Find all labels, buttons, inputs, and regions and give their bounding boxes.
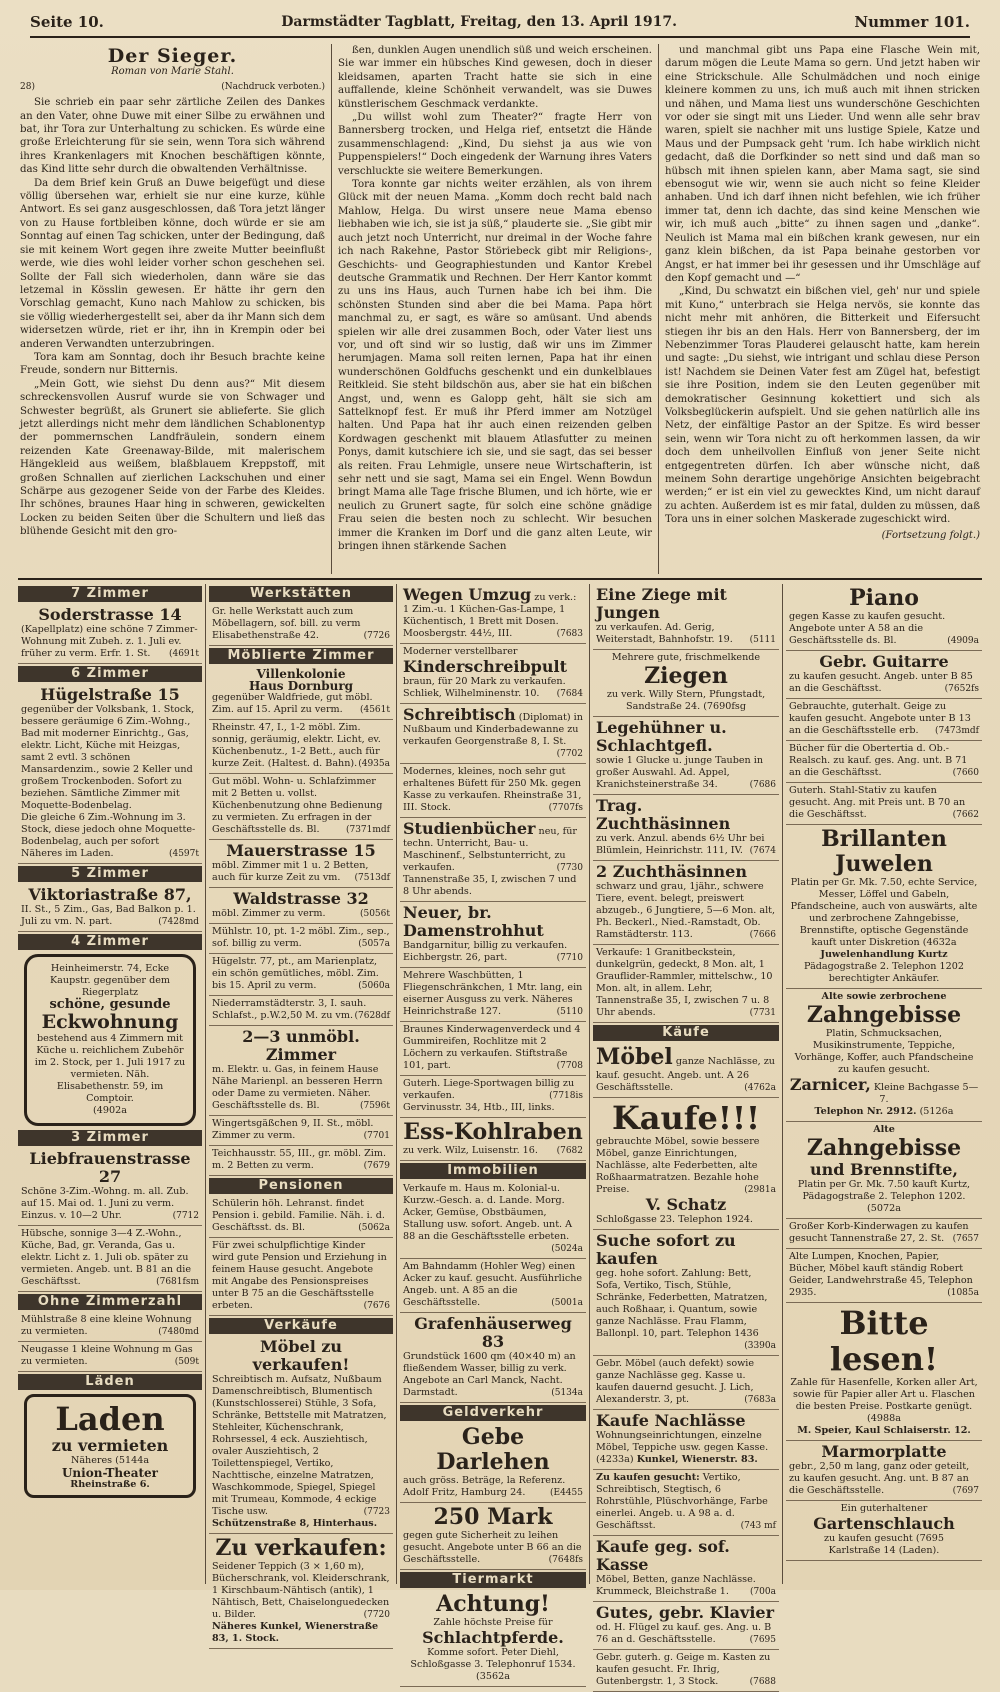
classified-ad: 2 Zuchthäsinnen schwarz und grau, 1jähr., schwere Tiere, event. belegt, preiswert abzugeb., 6 Jungtiere, 5—6 Mon. alt, Ph. Beckerl., Nied.-Ramstadt, Ob. Ramstädterstr. 113. (7666 (593, 861, 779, 945)
classified-ad: Villenkolonie Haus Dornburg gegenüber Waldfriede, gut möbl. Zim. auf 15. April zu verm. (4561t (209, 666, 393, 720)
category-banner: Läden (18, 1374, 202, 1390)
classified-ad: Gebr. Möbel (auch defekt) sowie ganze Nachlässe geg. Kasse u. kaufen dauernd gesucht. J. Lich, Alexanderstr. 3, pt. (7683a (593, 1356, 779, 1410)
column-rule (782, 584, 783, 1584)
category-banner: 7 Zimmer (18, 586, 202, 602)
category-banner: 5 Zimmer (18, 866, 202, 882)
issue-number: Nummer 101. (854, 13, 970, 31)
classified-ad: Brillanten Juwelen Platin per Gr. Mk. 7.50, echte Service, Messer, Löffel und Gabeln, Pfandscheine, auch von auswärts, alte und zerbrochene Zahngebisse, Brennstifte, optische Gegenstände kauft unter Diskretion (4632a Juwelenhandlung Kurtz Pädagogstraße 2. Telephon 1202 berechtigter Ankäufer. (786, 825, 982, 989)
classified-ad: Bücher für die Obertertia d. Ob.-Realsch. zu kauf. ges. Ang. unt. B 71 an die Geschäftsst. (7660 (786, 741, 982, 783)
classified-ad: Rheinstr. 47, I., 1-2 möbl. Zim. sonnig, geräumig, elektr. Licht, ev. Küchenbenutz., 1-2 Bett., auch für kurze Zeit. (Haltest. d. Bahn). (4935a (209, 720, 393, 774)
ad-column-3 (400, 584, 586, 1682)
classified-ad: Kaufe geg. sof. Kasse Möbel, Betten, ganze Nachlässe. Krummeck, Bleichstraße 1. (700a (593, 1536, 779, 1602)
paragraph: „Du willst wohl zum Theater?“ fragte Herr von Bannersberg trocken, und Helga rief, entsetzt die Hände zusammenschlagend: „Kind, Du siehst ja aus wie von Puppenspielers!“ Doch eingedenk der Warnung ihres Vaters verschluckte sie weitere Bemerkungen. (338, 112, 652, 177)
classified-ad: Mauerstrasse 15 möbl. Zimmer mit 1 u. 2 Betten, auch für kurze Zeit zu vm. (7513df (209, 840, 393, 888)
classified-ad: Soderstrasse 14 (Kapellplatz) eine schöne 7 Zimmer-Wohnung mit Zubeh. z. 1. Juli ev. früher zu verm. Erfr. 1. St. (4691t (18, 604, 202, 664)
ad-column-4 (593, 584, 779, 1687)
classified-ad: Legehühner u. Schlachtgefl. sowie 1 Glucke u. junge Tauben in großer Auswahl. Ad. Appel, Kranichsteinerstraße 34. (7686 (593, 717, 779, 795)
category-banner: Pensionen (209, 1178, 393, 1194)
classified-ad: Guterh. Liege-Sportwagen billig zu verkaufen. (7718is Gervinusstr. 34, Htb., III, links. (400, 1076, 586, 1118)
classified-ad: Kaufe!!! gebrauchte Möbel, sowie bessere Möbel, ganze Einrichtungen, Nachlässe, alte Federbetten, alte Roßhaarmatratzen. Bezahle hohe Preise. (2981a V. Schatz Schloßgasse 23. Telephon 1924. (593, 1098, 779, 1230)
column-rule (658, 44, 659, 574)
section-rule (18, 578, 982, 580)
classified-ad: Alte Lumpen, Knochen, Papier, Bücher, Möbel kauft ständig Robert Geider, Landwehrstraße 45, Telephon 2935. (1085a (786, 1249, 982, 1303)
classified-ad: Modernes, kleines, noch sehr gut erhaltenes Büfett für 250 Mk. gegen Kasse zu verkaufen. Rheinstraße 31, III. Stock. (7707fs (400, 764, 586, 818)
classified-ad: Zu verkaufen: Seidener Teppich (3 × 1,60 m), Bücherschrank, vol. Kleiderschrank, 1 Kirschbaum-Nähtisch (antik), 1 Nähtisch, Bett, Chaiselonguedecken u. Bilder. (7720 Näheres Kunkel, Wienerstraße 83, 1. Stock. (209, 1534, 393, 1649)
classified-ad: Möbel zu verkaufen! Schreibtisch m. Aufsatz, Nußbaum Damenschreibtisch, Blumentisch (Kunstschlosserei) Stühle, 3 Sofa, Schränke, Bettstelle mit Matratzen, Stehleiter, Küchenschrank, Rohrsessel, 4 eck. Ausziehtisch, ovaler Ausziehtisch, 2 Toilettenspiegel, Vertiko, Nachttische, einzelne Matratzen, Waschkommode, Spiegel, Spiegel mit Trumeau, Kommode, 4 eckige Tische usw. (7723 Schützenstraße 8, Hinterhaus. (209, 1336, 393, 1534)
classified-ad-boxed: Laden zu vermieten Näheres (5144a Union-Theater Rheinstraße 6. (24, 1394, 196, 1498)
classified-ad-boxed: Heinheimerstr. 74, Ecke Kaupstr. gegenüber dem Riegerplatz schöne, gesunde Eckwohnung bestehend aus 4 Zimmern mit Küche u. reichlichem Zubehör im 2. Stock, per 1. Juli 1917 zu vermieten. Näh. Elisabethenstr. 59, im Comptoir. (4902a (24, 954, 196, 1126)
category-banner: Käufe (593, 1025, 779, 1041)
category-banner: 3 Zimmer (18, 1130, 202, 1146)
classified-ad: Piano gegen Kasse zu kaufen gesucht. Angebote unter A 58 an die Geschäftsstelle ds. Bl. (4909a (786, 584, 982, 651)
category-banner: Tiermarkt (400, 1572, 586, 1588)
classified-ad: Viktoriastraße 87, II. St., 5 Zim., Gas, Bad Balkon p. 1. Juli zu vm. N. part. (7428md (18, 884, 202, 932)
story-column-1 (20, 44, 325, 574)
story-subtitle: Roman von Marie Stahl. (111, 66, 234, 78)
classified-ad: Mehrere gute, frischmelkende Ziegen zu verk. Willy Stern, Pfungstadt, Sandstraße 24. (7690fsg (593, 650, 779, 717)
classified-ad: Hügelstr. 77, pt., am Marienplatz, ein schön gemütliches, möbl. Zim. bis 15. April zu verm. (5060a (209, 954, 393, 996)
classified-ad: Grafenhäuserweg 83 Grundstück 1600 qm (40×40 m) an fließendem Wasser, billig zu verk. Angebote an Carl Manck, Nacht. Darmstadt. (5134a (400, 1313, 586, 1403)
classified-ad: Gutes, gebr. Klavier od. H. Flügel zu kauf. ges. Ang. u. B 76 an d. Geschäftsstelle. (7695 (593, 1602, 779, 1650)
category-banner: Geldverkehr (400, 1405, 586, 1421)
classified-ad: Marmorplatte gebr., 2,50 m lang, ganz oder geteilt, zu kaufen gesucht. Ang. unt. B 87 an die Geschäftsstelle. (7697 (786, 1441, 982, 1501)
rights-notice: (Nachdruck verboten.) (221, 81, 325, 92)
classified-ad: Eine Ziege mit Jungen zu verkaufen. Ad. Gerig, Weiterstadt, Bahnhofstr. 19. (5111 (593, 584, 779, 650)
classified-ad: Verkaufe m. Haus m. Kolonial-u. Kurzw.-Gesch. a. d. Lande. Morg. Acker, Gemüse, Obstbäumen, Stallung usw. sofort. Angeb. unt. A 88 an die Geschäftsstelle erbeten. (5024a (400, 1181, 586, 1259)
paragraph: ßen, dunklen Augen unendlich süß und weich erscheinen. Sie war immer ein hübsches Kind gewesen, doch in dieser kleidsamen, aparten Tracht hatte sie sich in eine auffallende, kleine Schönheit verwandelt, was sie Duwes künstlerischem Geschmack verdankte. (338, 45, 652, 110)
classified-ad: Waldstrasse 32 möbl. Zimmer zu verm. (5056t (209, 888, 393, 924)
story-meta (20, 81, 325, 94)
classified-ad: Neuer, br. Damenstrohhut Bandgarnitur, billig zu verkaufen. Eichbergstr. 26, part. (7710 (400, 902, 586, 968)
classified-ad: Bitte lesen! Zahle für Hasenfelle, Korken aller Art, sowie für Papier aller Art u. Flaschen die besten Preise. Postkarte genügt. (4988a M. Speier, Kaul Schlaiserstr. 12. (786, 1303, 982, 1441)
classified-ad: Gebe Darlehen auch gröss. Beträge, la Referenz. Adolf Fritz, Hamburg 24. (E4455 (400, 1423, 586, 1503)
classified-ad: Hügelstraße 15 gegenüber der Volksbank, 1. Stock, bessere geräumige 6 Zim.-Wohng., Bad mit moderner Einrichtg., Gas, elektr. Licht, Küche mit Heizgas, samt 2 evtl. 3 schönen Mansardenzim., sowie 2 Keller und großem Trockenboden. Sofort zu beziehen. Sämtliche Zimmer mit Moquette-Bodenbelag. Die gleiche 6 Zim.-Wohnung im 3. Stock, diese jedoch ohne Moquette-Bodenbelag, auch per sofort Näheres im Laden. (4597t (18, 684, 202, 864)
story-column-2 (338, 44, 652, 574)
category-banner: Verkäufe (209, 1318, 393, 1334)
classified-ad: Niederramstädterstr. 3, I. sauh. Schlafst., p.W.2,50 M. zu vm. (7628df (209, 996, 393, 1026)
ad-column-5 (786, 584, 982, 1584)
classified-ad: Zu kaufen gesucht: Vertiko, Schreibtisch, Stegtisch, 6 Rohrstühle, Plüschvorhänge, Farbe einerlei. Angeb. u. A 98 a. d. Geschäftsst. (743 mf (593, 1470, 779, 1536)
category-banner: Immobilien (400, 1163, 586, 1179)
classified-ad: Suche sofort zu kaufen geg. hohe sofort. Zahlung: Bett, Sofa, Vertiko, Tisch, Stühle, Schränke, Federbetten, Matratzen, auch Roßhaar, i. Quantum, sowie ganze Nachlässe. Frau Flamm, Ballonpl. 10, part. Telephon 1436 (3390a (593, 1230, 779, 1356)
classified-ad: 250 Mark gegen gute Sicherheit zu leihen gesucht. Angebote unter B 66 an die Geschäftsstelle. (7648fs (400, 1503, 586, 1570)
ad-column-2 (209, 584, 393, 1644)
classified-ad: Verkaufe: 1 Granitbeckstein, dunkelgrün, gedeckt, 8 Mon. alt, 1 Grauflider-Rammler, mittelschw., 10 Mon. alt, in allem. Lehr, Tannenstraße 35, I, zwischen 7 u. 8 Uhr abends. (7731 (593, 945, 779, 1023)
classified-ad: Schreibtisch (Diplomat) in Nußbaum und Kinderbadewanne zu verkaufen Georgenstraße 8, I. St. (7702 (400, 704, 586, 764)
page-header (30, 8, 970, 38)
classified-ad: Trag. Zuchthäsinnen zu verk. Anzul. abends 6½ Uhr bei Blümlein, Heinrichstr. 111, IV. (7674 (593, 795, 779, 861)
classified-ad: Ess-Kohlraben zu verk. Wilz, Luisenstr. 16. (7682 (400, 1118, 586, 1161)
classified-ad: Großer Korb-Kinderwagen zu kaufen gesucht Tannenstraße 27, 2. St. (7657 (786, 1219, 982, 1249)
classified-ad: Möbel ganze Nachlässe, zu kauf. gesucht. Angeb. unt. A 26 Geschäftsstelle. (4762a (593, 1043, 779, 1098)
classified-ad: Wingertsgäßchen 9, II. St., möbl. Zimmer zu verm. (7701 (209, 1116, 393, 1146)
classified-ad: Achtung! Zahle höchste Preise für Schlachtpferde. Komme sofort. Peter Diehl, Schloßgasse 3. Telephonruf 1534. (3562a (400, 1590, 586, 1687)
paragraph: Sie schrieb ein paar sehr zärtliche Zeilen des Dankes an den Vater, ohne Duwe mit einer Silbe zu erwähnen und bat, ihr Tora zur Unterhaltung zu schicken. Es würde eine große Erleichterung für sie sein, wenn Tora sich während ihres Krankenlagers mit Knochen beschäftigen könnte, das Kind litte sehr durch die obwaltenden Verhältnisse. (20, 97, 325, 176)
classified-ad: Schülerin höh. Lehranst. findet Pension i. gebild. Familie. Näh. i. d. Geschäftsst. ds. Bl. (5062a (209, 1196, 393, 1238)
page-number: Seite 10. (30, 13, 104, 31)
column-rule (589, 584, 590, 1584)
classified-ad: Guterh. Stahl-Stativ zu kaufen gesucht. Ang. mit Preis unt. B 70 an die Geschäftsst. (7662 (786, 783, 982, 825)
category-banner: Werkstätten (209, 586, 393, 602)
classified-ad: Gr. helle Werkstatt auch zum Möbellagern, sof. bill. zu verm Elisabethenstraße 42. (7726 (209, 604, 393, 646)
paragraph: „Mein Gott, wie siehst Du denn aus?“ Mit diesem schreckensvollen Ausruf wurde sie von Schwager und Schwester begrüßt, als Grunert sie ablieferte. Sie glich jetzt allerdings nicht mehr dem ländlichen Schablonentyp der pommernschen Landfräulein, sondern einem reizenden Kate Greenaway-Bilde, mit malerischem Hängekleid aus weißem, blaßblauem Kreppstoff, mit großen Schnallen auf zierlichen Lackschuhen und einer Schärpe aus gezogener Seide von der Farbe des Kleides. Ihr schönes, braunes Haar hing in schweren, gewickelten Locken zu beiden Seiten über die Schultern und ließ das blühende Gesicht mit den gro- (20, 378, 325, 538)
story-title: Der Sieger. (107, 45, 238, 67)
classified-ad: Kaufe Nachlässe Wohnungseinrichtungen, einzelne Möbel, Teppiche usw. gegen Kasse. (4233a) Kunkel, Wienerstr. 83. (593, 1410, 779, 1470)
classified-ad: Am Bahndamm (Hohler Weg) einen Acker zu kauf. gesucht. Ausführliche Angeb. unt. A 85 an die Geschäftsstelle. (5001a (400, 1259, 586, 1313)
classified-ad: Moderner verstellbarer Kinderschreibpult braun, für 20 Mark zu verkaufen. Schliek, Wilhelminenstr. 10. (7684 (400, 644, 586, 704)
story-column-3 (665, 44, 980, 574)
classified-ad: Braunes Kinderwagenverdeck und 4 Gummireifen, Rochlitze mit 2 Löchern zu verkaufen. Stiftstraße 101, part. (7708 (400, 1022, 586, 1076)
category-banner: 4 Zimmer (18, 934, 202, 950)
classified-ad: Ein guterhaltener Gartenschlauch zu kaufen gesucht (7695 Karlstraße 14 (Laden). (786, 1501, 982, 1561)
paragraph: Tora konnte gar nichts weiter erzählen, als von ihrem Glück mit der neuen Mama. „Komm doch recht bald nach Mahlow, Helga. Du wirst unsere neue Mama ebenso liebhaben wie ich, sie ist ja süß,“ plauderte sie. „Sie gibt mir auch jetzt noch Unterricht, nur dreimal in der Woche fahre ich nach Rakehne, Pastor Störiebeck gibt mir Religions-, Geschichts- und Geographiestunden und Kantor Krebel deutsche Grammatik und Rechnen. Der Herr Kantor kommt zu uns ins Haus, auch Turnen habe ich bei ihm. Die schönsten Stunden sind aber die bei Mama. Papa hört manchmal zu, er sagt, es wäre so amüsant. Und abends spielen wir alle drei zusammen Boch, oder Vater liest uns vor, und oft sind wir so lustig, daß wir uns im Zimmer herumjagen. Mama soll reiten lernen, Papa hat ihr einen wunderschönen Goldfuchs geschenkt und ein dunkelblaues Reitkleid. Sie steht bildschön aus, aber sie hat ein bißchen Angst, und, wenn es Galopp geht, hält sie sich am Sattelknopf fest. Er muß ihr Pferd immer am Notzügel halten. Und Papa hat ihr auch einen reizenden gelben Kordwagen geschenkt mit blauem Atlasfutter zu meinen Ponys, damit kutschiere ich sie, und sie sagt, das sei besser als reiten. Frau Lehmigle, unsere neue Wirtschafterin, ist sehr nett und sie sagt, Mama sei ein Engel. Wenn Bowdun bringt Mama alle Tage frische Blumen, und ich hörte, wie er neulich zu Grunert sagte, für solch eine schöne gnädige Frau seien die besten noch zu schlecht. Wir besuchen immer die Kranken im Dorf und die ganz alten Leute, wir bringen ihnen stärkende Sachen (338, 179, 653, 553)
episode-number: 28) (20, 81, 35, 92)
column-rule (396, 584, 397, 1584)
masthead: Darmstädter Tagblatt, Freitag, den 13. April 1917. (281, 14, 678, 30)
classified-ad: Teichhausstr. 55, III., gr. möbl. Zim. m. 2 Betten zu verm. (7679 (209, 1146, 393, 1176)
classified-ad: Gebr. guterh. g. Geige m. Kasten zu kaufen gesucht. Fr. Ihrig, Gutenbergstr. 1, 3 Stock. (7688 (593, 1650, 779, 1692)
classified-ad: Mühlstr. 10, pt. 1-2 möbl. Zim., sep., sof. billig zu verm. (5057a (209, 924, 393, 954)
column-rule (331, 44, 332, 574)
classified-ad: Alte sowie zerbrochene Zahngebisse Platin, Schmucksachen, Musikinstrumente, Teppiche, Vorhänge, Koffer, auch Pfandscheine zu kaufen gesucht. Zarnicer, Kleine Bachgasse 5—7. Telephon Nr. 2912. (5126a (786, 989, 982, 1122)
paragraph: Tora kam am Sonntag, doch ihr Besuch brachte keine Freude, sondern nur Bitternis. (20, 351, 325, 377)
classified-ad: Hübsche, sonnige 3—4 Z.-Wohn., Küche, Bad, gr. Veranda, Gas u. elektr. Licht z. 1. Juli ob. später zu vermieten. Angeb. unt. B 81 an die Geschäftsst. (7681fsm (18, 1226, 202, 1292)
category-banner: 6 Zimmer (18, 666, 202, 682)
classified-ad: Neugasse 1 kleine Wohnung m Gas zu vermieten. (509t (18, 1342, 202, 1372)
classified-ad: Gebrauchte, guterhalt. Geige zu kaufen gesucht. Angebote unter B 13 an die Geschäftsstelle erb. (7473mdf (786, 699, 982, 741)
category-banner: Möblierte Zimmer (209, 648, 393, 664)
classified-ad: Gebr. Guitarre zu kaufen gesucht. Angeb. unter B 85 an die Geschäftsst. (7652fs (786, 651, 982, 699)
classified-ad: Liebfrauenstrasse 27 Schöne 3-Zim.-Wohng. m. all. Zub. auf 15. Mai od. 1. Juni zu verm. Einzus. v. 10—2 Uhr. (7712 (18, 1148, 202, 1226)
column-rule (205, 584, 206, 1584)
category-banner: Ohne Zimmerzahl (18, 1294, 202, 1310)
classified-ad: Für zwei schulpflichtige Kinder wird gute Pension und Erziehung in feinem Hause gesucht. Angebote mit Angabe des Pensionspreises unter B 75 an die Geschäftsstelle erbeten. (7676 (209, 1238, 393, 1316)
classified-ad: Gut möbl. Wohn- u. Schlafzimmer mit 2 Betten u. vollst. Küchenbenutzung ohne Bedienung zu vermieten. Zu erfragen in der Geschäftsstelle ds. Bl. (7371mdf (209, 774, 393, 840)
ad-column-1 (18, 584, 202, 1584)
classified-ad: 2—3 unmöbl. Zimmer m. Elektr. u. Gas, in feinem Hause Nähe Marienpl. an besseren Herrn oder Dame zu vermieten. Näher. Geschäftsstelle ds. Bl. (7596t (209, 1026, 393, 1116)
classified-ad: Wegen Umzug zu verk.: 1 Zim.-u. 1 Küchen-Gas-Lampe, 1 Küchentisch, 1 Brett mit Dosen. Moosbergstr. 44½, III. (7683 (400, 584, 586, 644)
paragraph: „Kind, Du schwatzt ein bißchen viel, geh' nur und spiele mit Kuno,“ unterbrach sie Helga nervös, sie konnte das nicht mehr mit anhören, die Bitterkeit und Eifersucht stiegen ihr bis an den Hals. Herr von Bannersberg, der im Nebenzimmer Toras Plauderei gelauscht hatte, kam herein und sagte: „Du siehst, wie intrigant und schlau diese Person ist! Nachdem sie Deinen Vater fest am Zügel hat, befestigt sie ihre Position, indem sie den Leuten gegenüber mit demokratischer Gesinnung kokettiert und sich als Volksbeglückerin aufspielt. Und sie gehen natürlich alle ins Netz, der einfältige Pastor an der Spitze. Es wird besser sein, wenn wir Tora nicht zu oft herkommen lassen, da wir doch dem unheilvollen Einfluß von jener Seite nicht entgegentreten dürfen. Ich aber wünsche nicht, daß meinem Sohn derartige ungehörige Ansichten beigebracht werden;“ er ist ein viel zu gewecktes Kind, um nicht darauf zu achten. Außerdem ist es mir fatal, dulden zu müssen, daß Tora uns in einer solchen Maskerade zugeschickt wird. (665, 286, 980, 526)
paragraph: Da dem Brief kein Gruß an Duwe beigefügt und diese völlig übersehen war, erhielt sie nur eine kurze, kühle Antwort. Es sei ganz ausgeschlossen, daß Tora jetzt länger von zu Hause fortbleiben könne, doch würde er sie am Sonntag auf einen Tag schicken, unter der Bedingung, daß sie mit keinem Wort gegen ihre zweite Mutter beeinflußt werde, wie dies wohl leider vorher schon geschehen sei. Sollte der Fall sich wiederholen, dann wäre sie das letzemal in Kösslin gewesen. Er hätte ihr gern den Vorschlag gemacht, Kuno nach Mahlow zu schicken, bis sie völlig wiederhergestellt sei, aber da ihr Mann sich dem widersetzen würde, riet er ihr, ihn in Krempin oder bei anderen Verwandten unterzubringen. (20, 177, 325, 350)
paragraph: und manchmal gibt uns Papa eine Flasche Wein mit, darum mögen die Leute Mama so gern. Und jetzt haben wir eine Strickschule. Alle Schulmädchen und noch einige kleinere kommen zu uns, ich muß auch mit ihnen stricken und nähen, und Mama liest uns wunderschöne Geschichten vor oder sie singt mit uns Lieder. Und wenn alle sehr brav waren, spielt sie nachher mit uns lustige Spiele, Katze und Maus und der Pumpsack geht 'rum. Ich habe wirklich nicht gedacht, daß die Dorfkinder so nett sind und daß man so hübsch mit ihnen spielen kann, aber Mama sagt, sie sind ebensogut wie wir, wenn sie auch nicht so feine Kleider anhaben. Und ich darf ihnen nicht befehlen, wie ich früher immer tat, denn ich dachte, das sind keine Menschen wie wir, ich muß auch „bitte“ zu ihnen sagen und „danke“. Neulich ist Mama mal ein bißchen krank gewesen, nur ein ganz klein bißchen, da ist Papa beinahe gestorben vor Angst, er hat immer bei ihr gesessen und ihr Umschläge auf den Kopf gemacht und —“ (665, 45, 980, 284)
classified-ad: Mehrere Waschbütten, 1 Fliegenschränkchen, 1 Mtr. lang, ein eiserner Ausguss zu verk. Näheres Heinrichstraße 127. (5110 (400, 968, 586, 1022)
classified-ad: Alte Zahngebisse und Brennstifte, Platin per Gr. Mk. 7.50 kauft Kurtz, Pädagogstraße 2. Telephon 1202. (5072a (786, 1122, 982, 1219)
classified-ad: Mühlstraße 8 eine kleine Wohnung zu vermieten. (7480md (18, 1312, 202, 1342)
continued-note: (Fortsetzung folgt.) (881, 529, 980, 541)
classified-ad: Studienbücher neu, für techn. Unterricht, Bau- u. Maschinenf., Selbstunterricht, zu verkaufen. (7730 Tannenstraße 35, I, zwischen 7 und 8 Uhr abends. (400, 818, 586, 902)
